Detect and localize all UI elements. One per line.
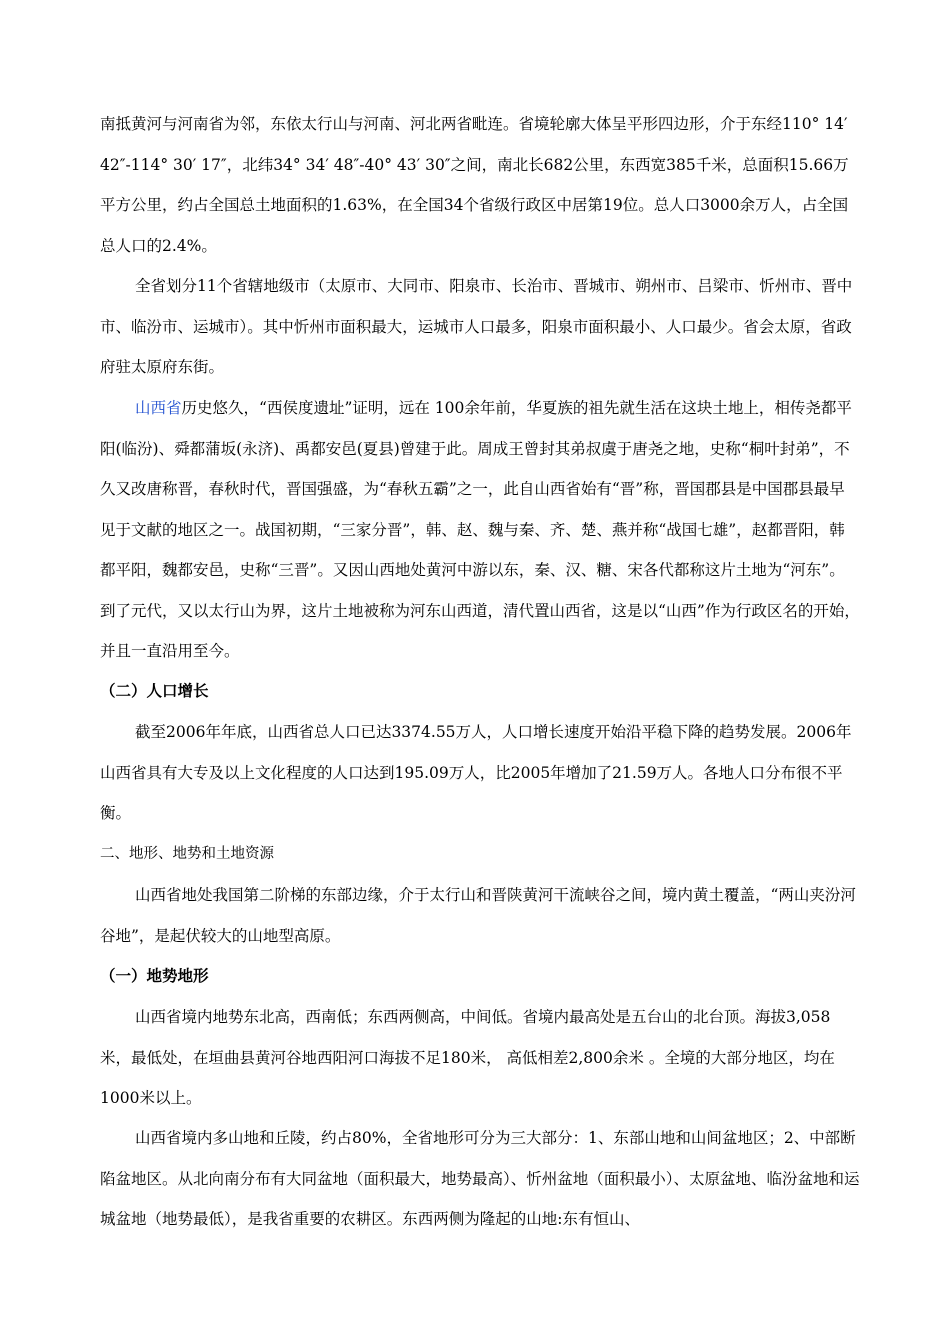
paragraph-location: 南抵黄河与河南省为邻，东依太行山与河南、河北两省毗连。省境轮廓大体呈平形四边形，介于东经110° 14′ 42″-114° 30′ 17″，北纬34° 34′ 48″-40° 43′ 30″之间，南北长682公里，东西宽385千米，总面积15.66万平方公里，约占全国总土地面积的1.63%，在全国34个省级行政区中居第19位。总人口3000余万人，占全国总人口的2.4%。 <box>100 115 849 255</box>
paragraph-population: 截至2006年年底，山西省总人口已达3374.55万人，人口增长速度开始沿平稳下降的趋势发展。2006年山西省具有大专及以上文化程度的人口达到195.09万人，比2005年增加了21.59万人。各地人口分布很不平衡。 <box>100 723 852 822</box>
heading-population-growth: （二）人口增长 <box>100 682 209 700</box>
paragraph-history <box>100 388 860 672</box>
paragraph-administrative-divisions: 全省划分11个省辖地级市（太原市、大同市、阳泉市、长治市、晋城市、朔州市、吕梁市、忻州市、晋中市、临汾市、运城市）。其中忻州市面积最大，运城市人口最多，阳泉市面积最小、人口最少。省会太原，省政府驻太原府东街。 <box>100 277 853 376</box>
heading-terrain-land: 二、地形、地势和土地资源 <box>100 846 274 862</box>
paragraph-plateau: 山西省地处我国第二阶梯的东部边缘，介于太行山和晋陕黄河干流峡谷之间，境内黄土覆盖，“两山夹汾河谷地”，是起伏较大的山地型高原。 <box>100 886 856 945</box>
paragraph-elevation: 山西省境内地势东北高，西南低；东西两侧高，中间低。省境内最高处是五台山的北台顶。海拔3,058米，最低处，在垣曲县黄河谷地西阳河口海拔不足180米， 高低相差2,800余米 。全境的大部分地区，均在1000米以上。 <box>100 1008 835 1107</box>
shanxi-link[interactable]: 山西省 <box>135 399 182 417</box>
paragraph-landforms: 山西省境内多山地和丘陵，约占80%，全省地形可分为三大部分：1、东部山地和山间盆地区；2、中部断陷盆地区。从北向南分布有大同盆地（面积最大，地势最高）、忻州盆地（面积最小）、太原盆地、临汾盆地和运城盆地（地势最低），是我省重要的农耕区。东西两侧为隆起的山地:东有恒山、 <box>100 1129 860 1228</box>
heading-topography: （一）地势地形 <box>100 967 209 985</box>
history-text: 历史悠久，“西侯度遗址”证明，远在 100余年前，华夏族的祖先就生活在这块土地上，相传尧都平阳(临汾)、舜都蒲坂(永济)、禹都安邑(夏县)曾建于此。周成王曾封其弟叔虞于唐尧之地，史称“桐叶封弟”，不久又改唐称晋，春秋时代，晋国强盛，为“春秋五霸”之一，此自山西省始有“晋”称，晋国郡县是中国郡县最早见于文献的地区之一。战国初期，“三家分晋”，韩、赵、魏与秦、齐、楚、燕并称“战国七雄”，赵都晋阳，韩都平阳，魏都安邑，史称“三晋”。又因山西地处黄河中游以东，秦、汉、糖、宋各代都称这片土地为“河东”。到了元代，又以太行山为界，这片土地被称为河东山西道，清代置山西省，这是以“山西”作为行政区名的开始，并且一直沿用至今。 <box>100 399 860 660</box>
